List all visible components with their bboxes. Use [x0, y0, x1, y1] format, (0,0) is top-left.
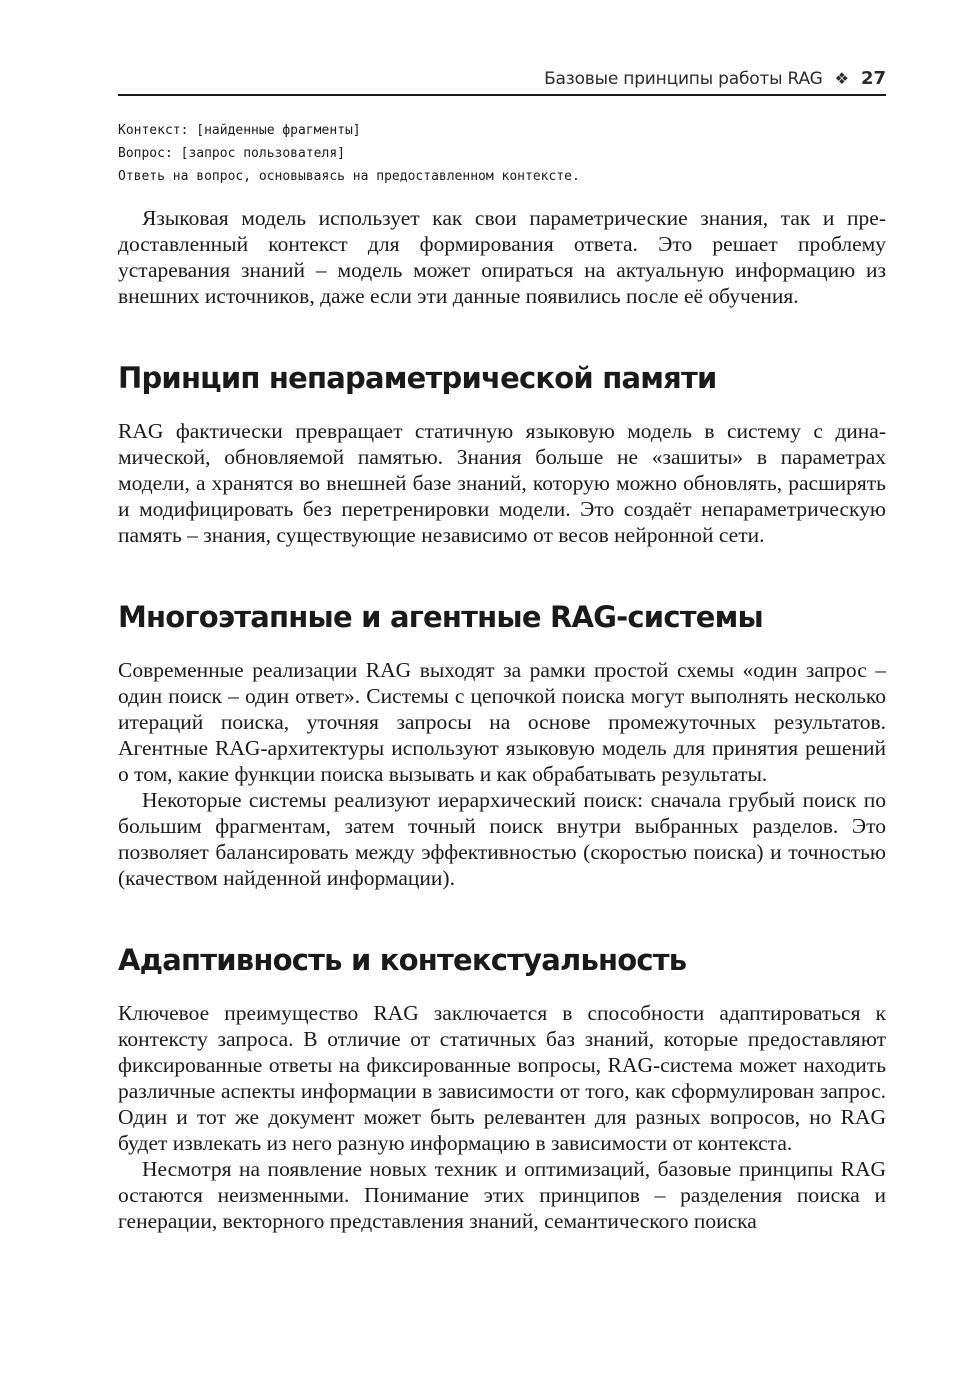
ornament-icon: ❖	[834, 69, 849, 88]
section-paragraph: Современные реализации RAG выходят за рамки простой схемы «один запрос – один поиск – один ответ». Системы с цепочкой поиска могут выполнять несколько итераций поиска, уточняя запросы на основе промежуточных результатов. Агентные RAG-архитектуры используют языковую модель для принятия решений о том, какие функции поиска вызывать и как обрабатывать результаты.	[118, 658, 886, 786]
section-heading-adaptivity: Адаптивность и контекстуальность	[118, 943, 687, 977]
section-paragraph: Некоторые системы реализуют иерархический поиск: сначала грубый поиск по большим фрагментам, затем точный поиск внутри выбранных разделов. Это позволяет балансировать между эффективностью (скоростью поиска) и точностью (качеством найденной информации).	[118, 788, 886, 890]
section-paragraph: Ключевое преимущество RAG заключается в способности адаптироваться к контексту запроса. В отличие от статичных баз знаний, которые предоставляют фиксированные ответы на фиксированные вопросы, RAG-система может находить различные аспекты информации в зависимости от того, как сформулирован запрос. Один и тот же документ может быть релевантен для разных вопросов, но RAG будет извлекать из него разную информацию в зависимости от контекста.	[118, 1001, 886, 1155]
page-number: 27	[860, 68, 886, 89]
running-title: Базовые принципы работы RAG	[544, 69, 823, 89]
code-line: Вопрос: [запрос пользователя]	[118, 146, 345, 161]
code-line: Контекст: [найденные фрагменты]	[118, 123, 361, 138]
intro-paragraph: Языковая модель использует как свои параметрические знания, так и предоставленный контекст для формирования ответа. Это решает проблему устаревания знаний – модель может опираться на актуальную информацию из внешних источников, даже если эти данные появились после её обучения.	[118, 206, 886, 308]
section-heading-multistage-agentic: Многоэтапные и агентные RAG-системы	[118, 600, 763, 634]
code-block	[118, 119, 886, 188]
running-header	[118, 60, 886, 96]
section-paragraph: RAG фактически превращает статичную языковую модель в систему с динамической, обновляемой памятью. Знания больше не «зашиты» в параметрах модели, а хранятся во внешней базе знаний, которую можно обновлять, расширять и модифицировать без перетренировки модели. Это создаёт непараметрическую память – знания, существующие независимо от весов нейронной сети.	[118, 419, 886, 547]
book-page	[118, 60, 886, 1234]
code-line: Ответь на вопрос, основываясь на предоставленном контексте.	[118, 169, 580, 184]
section-paragraph: Несмотря на появление новых техник и оптимизаций, базовые принципы RAG остаются неизменными. Понимание этих принципов – разделения поиска и генерации, векторного представления знаний, семантического поиска	[118, 1157, 886, 1233]
section-heading-nonparametric-memory: Принцип непараметрической памяти	[118, 361, 717, 395]
